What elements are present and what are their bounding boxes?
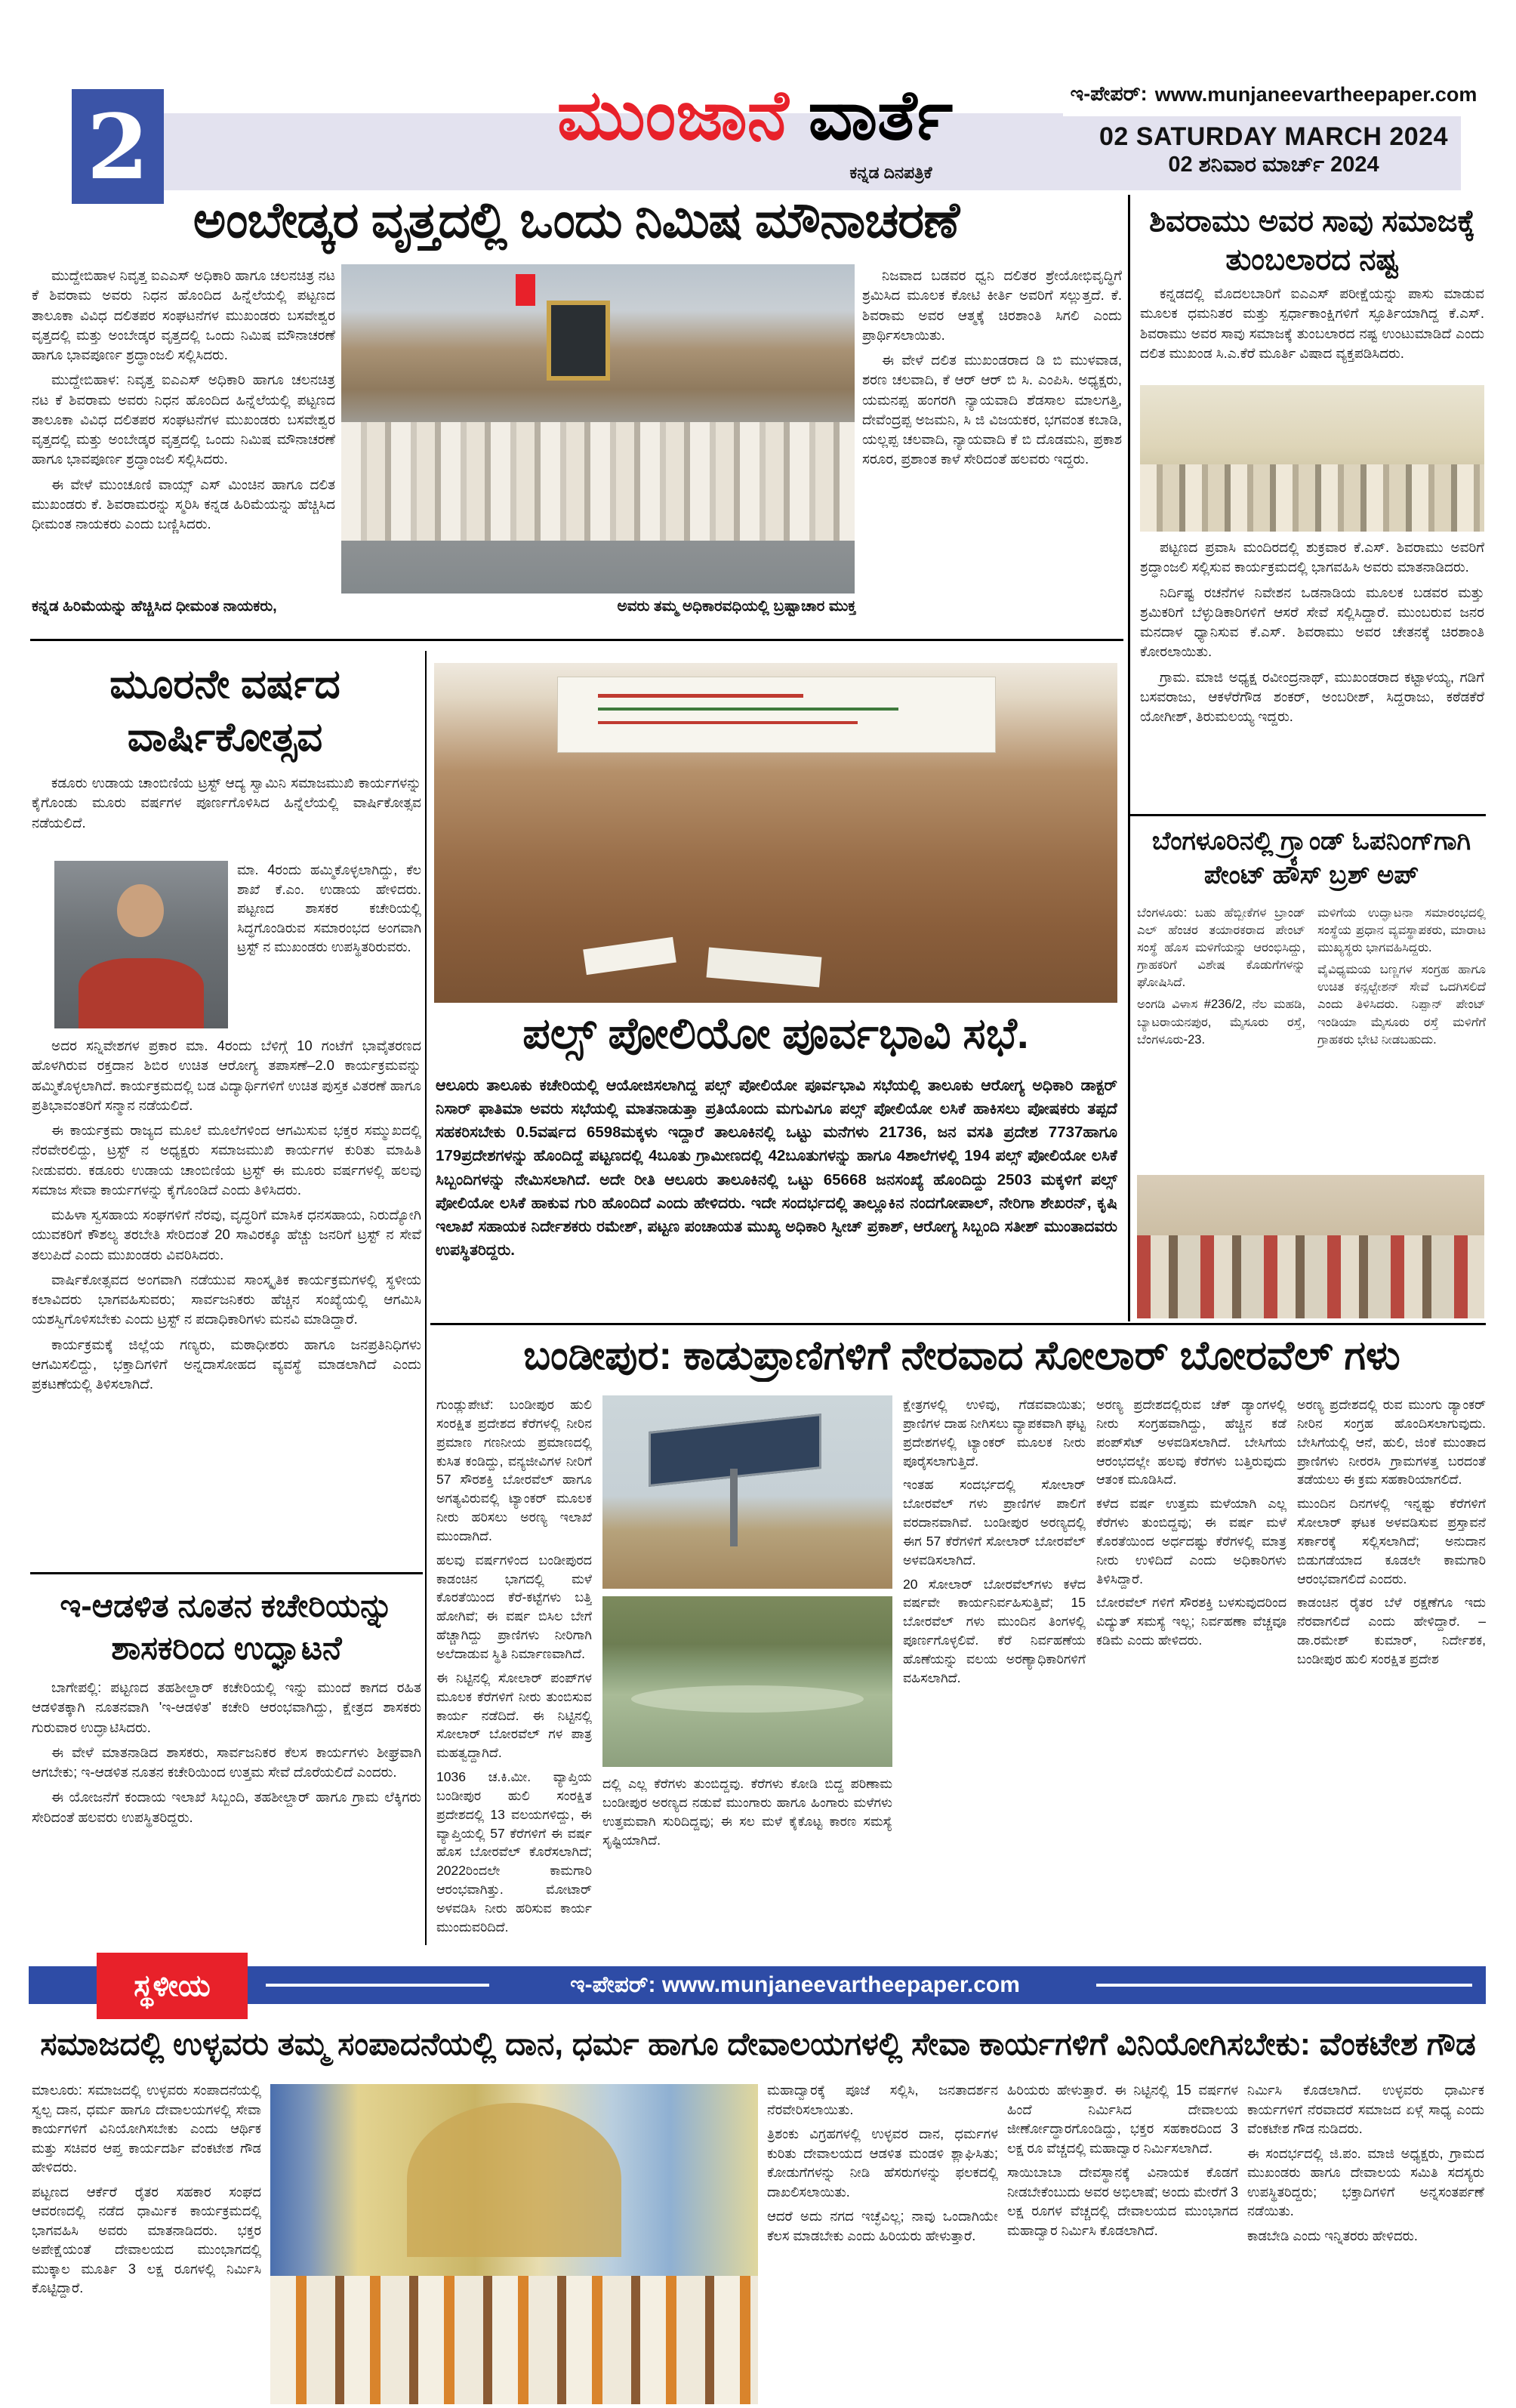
main-headline: ಅಂಬೇಡ್ಕರ ವೃತ್ತದಲ್ಲಿ ಒಂದು ನಿಮಿಷ ಮೌನಾಚರಣೆ [193, 195, 960, 248]
paragraph: ಮುದ್ದೇಬಿಹಾಳ: ನಿವೃತ್ತ ಐಎಎಸ್ ಅಧಿಕಾರಿ ಹಾಗೂ ಚಲನಚಿತ್ರ ನಟ ಕೆ ಶಿವರಾಮ ಅವರು ನಿಧನ ಹೊಂದಿದ ಹಿನ್ನೆಲೆಯಲ್ಲಿ ಪಟ್ಟಣದ ತಾಲೂಕಾ ವಿವಿಧ ದಲಿತಪರ ಸಂಘಟನೆಗಳ ಮುಖಂಡರು ಬಸವೇಶ್ವರ ವೃತ್ತದಲ್ಲಿ ಮತ್ತು ಅಂಬೇಡ್ಕರ ವೃತ್ತದಲ್ಲಿ ಒಂದು ನಿಮಿಷ ಮೌನಾಚರಣೆ ಹಾಗೂ ಭಾವಪೂರ್ಣ ಶ್ರದ್ಧಾಂಜಲಿ ಸಲ್ಲಿಸಿದರು. [32, 372, 335, 467]
bar-decor-line [1096, 1984, 1472, 1987]
paragraph: ಮಹಿಳಾ ಸ್ವಸಹಾಯ ಸಂಘಗಳಿಗೆ ನೆರವು, ವೃದ್ಧರಿಗೆ ಮಾಸಿಕ ಧನಸಹಾಯ, ನಿರುದ್ಯೋಗಿ ಯುವಕರಿಗೆ ಕೌಶಲ್ಯ ತರಬೇತಿ ಸೇರಿದಂತೆ 20 ಸಾವಿರಕ್ಕೂ ಹೆಚ್ಚು ಜನರಿಗೆ ಟ್ರಸ್ಟ್ ನ ಸೇವೆ ತಲುಪಿದೆ ಎಂದು ಮುಖಂಡರು ವಿವರಿಸಿದರು. [32, 1207, 421, 1263]
temple-arch-shape [407, 2103, 621, 2257]
bandipur-under-photo-text [602, 1774, 892, 1951]
caption-left: ಕನ್ನಡ ಹಿರಿಮೆಯನ್ನು ಹೆಚ್ಚಿಸಿದ ಧೀಮಂತ ನಾಯಕರು, [32, 598, 277, 615]
paragraph: ಹಿರಿಯರು ಹೇಳುತ್ತಾರೆ. ಈ ನಿಟ್ಟಿನಲ್ಲಿ 15 ವರ್ಷಗಳ ಹಿಂದೆ ನಿರ್ಮಿಸಿದ ದೇವಾಲಯ ಜೀರ್ಣೋದ್ಧಾರಗೊಂಡಿದ್ದು, ಭಕ್ತರ ಸಹಕಾರದಿಂದ 3 ಲಕ್ಷ ರೂ ವೆಚ್ಚದಲ್ಲಿ ಮಹಾದ್ವಾರ ನಿರ್ಮಿಸಲಾಗಿದೆ. [1007, 2083, 1238, 2156]
masthead [408, 69, 1102, 162]
photo-memorial-gathering [341, 264, 855, 594]
paragraph: ಇಂತಹ ಸಂದರ್ಭದಲ್ಲಿ ಸೋಲಾರ್ ಬೋರವೆಲ್ ಗಳು ಪ್ರಾಣಿಗಳ ಪಾಲಿಗೆ ವರದಾನವಾಗಿವೆ. ಬಂಡೀಪುರ ಅರಣ್ಯದಲ್ಲಿ ಈಗ 57 ಕೆರೆಗಳಿಗೆ ಸೋಲಾರ್ ಬೋರವೆಲ್ ಅಳವಡಿಸಲಾಗಿದೆ. [903, 1477, 1086, 1568]
paragraph: ನಿಜವಾದ ಬಡವರ ಧ್ವನಿ ದಲಿತರ ಶ್ರೇಯೋಭಿವೃದ್ಧಿಗೆ ಶ್ರಮಿಸಿದ ಮೂಲಕ ಕೋಟಿ ಕೀರ್ತಿ ಅವರಿಗೆ ಸಲ್ಲುತ್ತದೆ. ಕೆ. ಶಿವರಾಮ ಅವರ ಆತ್ಮಕ್ಕೆ ಚಿರಶಾಂತಿ ಸಿಗಲಿ ಎಂದು ಪ್ರಾರ್ಥಿಸಲಾಯಿತು. [862, 267, 1122, 343]
paragraph: ಕಡೂರು ಉಡಾಯ ಚಾಂಬಿಣಿಯ ಟ್ರಸ್ಟ್ ಆದ್ಯ ಸ್ವಾಮಿನಿ ಸಮಾಜಮುಖಿ ಕಾರ್ಯಗಳನ್ನು ಕೈಗೊಂಡು ಮೂರು ವರ್ಷಗಳ ಪೂರ್ಣಗೊಳಿಸಿದ ಹಿನ್ನೆಲೆಯಲ್ಲಿ ವಾರ್ಷಿಕೋತ್ಸವ ನಡೆಯಲಿದೆ. [32, 775, 421, 831]
paragraph: 1036 ಚ.ಕಿ.ಮೀ. ವ್ಯಾಪ್ತಿಯ ಬಂಡೀಪುರ ಹುಲಿ ಸಂರಕ್ಷಿತ ಪ್ರದೇಶದಲ್ಲಿ 13 ವಲಯಗಳಿದ್ದು, ಈ ವ್ಯಾಪ್ತಿಯಲ್ಲಿ 57 ಕೆರೆಗಳಿಗೆ ಈ ವರ್ಷ ಹೊಸ ಬೋರವೆಲ್ ಕೊರೆಸಲಾಗಿದೆ; 2022ರಿಂದಲೇ ಕಾಮಗಾರಿ ಆರಂಭವಾಗಿತ್ತು. ಮೋಟಾರ್ ಅಳವಡಿಸಿ ನೀರು ಹರಿಸುವ ಕಾರ್ಯ ಮುಂದುವರಿದಿದೆ. [436, 1769, 592, 1935]
paragraph: ಈ ಯೋಜನೆಗೆ ಕಂದಾಯ ಇಲಾಖೆ ಸಿಬ್ಬಂದಿ, ತಹಶೀಲ್ದಾರ್ ಹಾಗೂ ಗ್ರಾಮ ಲೆಕ್ಕಿಗರು ಸೇರಿದಂತೆ ಹಲವರು ಉಪಸ್ಥಿತರಿದ್ದರು. [32, 1789, 421, 1825]
paragraph: ಹಲವು ವರ್ಷಗಳಿಂದ ಬಂಡೀಪುರದ ಕಾಡಂಚಿನ ಭಾಗದಲ್ಲಿ ಮಳೆ ಕೊರತೆಯಿಂದ ಕೆರೆ-ಕಟ್ಟೆಗಳು ಬತ್ತಿ ಹೋಗಿವೆ; ಈ ವರ್ಷ ಬಿಸಿಲ ಬೇಗೆ ಹೆಚ್ಚಾಗಿದ್ದು ಪ್ರಾಣಿಗಳು ನೀರಿಗಾಗಿ ಅಲೆದಾಡುವ ಸ್ಥಿತಿ ನಿರ್ಮಾಣವಾಗಿದೆ. [436, 1552, 592, 1661]
paragraph: ಈ ನಿಟ್ಟಿನಲ್ಲಿ ಸೋಲಾರ್ ಪಂಪ್‌ಗಳ ಮೂಲಕ ಕೆರೆಗಳಿಗೆ ನೀರು ತುಂಬಿಸುವ ಕಾರ್ಯ ನಡೆದಿದೆ. ಈ ನಿಟ್ಟಿನಲ್ಲಿ ಸೋಲಾರ್ ಬೋರವೆಲ್ ಗಳ ಪಾತ್ರ ಮಹತ್ವದ್ದಾಗಿದೆ. [436, 1670, 592, 1761]
paragraph: ಅರಣ್ಯ ಪ್ರದೇಶದಲ್ಲಿರುವ ಚೆಕ್ ಡ್ಯಾಂಗಳಲ್ಲಿ ನೀರು ಸಂಗ್ರಹವಾಗಿದ್ದು, ಹೆಚ್ಚಿನ ಕಡೆ ಪಂಪ್‌ಸೆಟ್ ಅಳವಡಿಸಲಾಗಿದೆ. ಬೇಸಿಗೆಯ ಆರಂಭದಲ್ಲೇ ಹಲವು ಕೆರೆಗಳು ಬತ್ತಿರುವುದು ಆತಂಕ ಮೂಡಿಸಿದೆ. [1096, 1397, 1286, 1488]
sidebar1-body [1140, 538, 1484, 809]
bandipur-column-1 [436, 1395, 592, 1951]
masthead-tagline: ಕನ್ನಡ ದಿನಪತ್ರಿಕೆ [849, 163, 932, 182]
paragraph: ಬೋರವೆಲ್ ಗಳಿಗೆ ಸೌರಶಕ್ತಿ ಬಳಸುವುದರಿಂದ ವಿದ್ಯುತ್ ಸಮಸ್ಯೆ ಇಲ್ಲ; ನಿರ್ವಹಣಾ ವೆಚ್ಚವೂ ಕಡಿಮೆ ಎಂದು ಹೇಳಿದರು. [1096, 1595, 1286, 1648]
local-column-2 [767, 2081, 998, 2404]
paper-shape [707, 948, 822, 988]
sidebar2-column-1 [1137, 905, 1305, 1170]
sidebar1-headline: ಶಿವರಾಮು ಅವರ ಸಾವು ಸಮಾಜಕ್ಕೆ ತುಂಬಲಾರದ ನಷ್ಟ [1149, 205, 1475, 277]
paragraph: ತ್ರಿಶಂಕು ವಿಗ್ರಹಗಳಲ್ಲಿ ಉಳ್ಳವರ ದಾನ, ಧರ್ಮಗಳ ಕುರಿತು ದೇವಾಲಯದ ಆಡಳಿತ ಮಂಡಳಿ ಶ್ಲಾಘಿಸಿತು; ಕೋಡುಗೆಗಳನ್ನು ನೀಡಿ ಹೆಸರುಗಳನ್ನು ಫಲಕದಲ್ಲಿ ದಾಖಲಿಸಲಾಯಿತು. [767, 2126, 998, 2200]
bar-decorative-line [266, 1984, 489, 1987]
water-shine-shape [631, 1685, 863, 1713]
bandipur-body [436, 1395, 1487, 1951]
date-kannada: 02 ಶನಿವಾರ ಮಾರ್ಚ್ 2024 [1168, 153, 1379, 177]
sidebar2-headline: ಬೆಂಗಳೂರಿನಲ್ಲಿ ಗ್ರ್ಯಾಂಡ್ ಓಪನಿಂಗ್‌ಗಾಗಿ ಪೇಂಟ್ ಹೌಸ್ ಬ್ರಶ್ ಅಪ್ [1151, 827, 1471, 890]
bandipur-column-2 [903, 1395, 1086, 1951]
paragraph: ವಾರ್ಷಿಕೋತ್ಸವದ ಅಂಗವಾಗಿ ನಡೆಯುವ ಸಾಂಸ್ಕೃತಿಕ ಕಾರ್ಯಕ್ರಮಗಳಲ್ಲಿ ಸ್ಥಳೀಯ ಕಲಾವಿದರು ಭಾಗವಹಿಸುವರು; ಸಾರ್ವಜನಿಕರು ಹೆಚ್ಚಿನ ಸಂಖ್ಯೆಯಲ್ಲಿ ಆಗಮಿಸಿ ಯಶಸ್ವಿಗೊಳಿಸಬೇಕು ಎಂದು ಟ್ರಸ್ಟ್ ನ ಪದಾಧಿಕಾರಿಗಳು ಮನವಿ ಮಾಡಿದ್ದಾರೆ. [32, 1271, 421, 1327]
footer-epaper [504, 1972, 1086, 1998]
person-body-shape [79, 958, 204, 1028]
anniversary-side-text [237, 861, 421, 1028]
paragraph: ಅಂಗಡಿ ವಿಳಾಸ #236/2, ನೆಲ ಮಹಡಿ, ಬ್ಯಾಟರಾಯನಪುರ, ಮೈಸೂರು ರಸ್ತೆ, ಬೆಂಗಳೂರು-23. [1137, 997, 1305, 1047]
anniversary-body-bottom [32, 1036, 421, 1565]
divider [1130, 814, 1486, 816]
paragraph: ಮಾ. 4ರಂದು ಹಮ್ಮಿಕೊಳ್ಳಲಾಗಿದ್ದು, ಕೆಲ ಶಾಖೆ ಕೆ.ಎಂ. ಉಡಾಯ ಹೇಳಿದರು. ಪಟ್ಟಣದ ಶಾಸಕರ ಕಚೇರಿಯಲ್ಲಿ ಸಿದ್ಧಗೊಂಡಿರುವ ಸಮಾರಂಭದ ಅಂಗವಾಗಿ ಟ್ರಸ್ಟ್ ನ ಮುಖಂಡರು ಉಪಸ್ಥಿತರಿರುವರು. [237, 862, 421, 955]
masthead-word-black: ವಾರ್ತೆ [808, 77, 954, 154]
epaper-box [1063, 72, 1484, 116]
people-shape [270, 2276, 758, 2404]
local-column-1 [32, 2081, 261, 2401]
paragraph: ಪಟ್ಟಣದ ಆರ್ಕೆರೆ ರೈತರ ಸಹಕಾರ ಸಂಘದ ಆವರಣದಲ್ಲಿ ನಡೆದ ಧಾರ್ಮಿಕ ಕಾರ್ಯಕ್ರಮದಲ್ಲಿ ಭಾಗವಹಿಸಿ ಅವರು ಮಾತನಾಡಿದರು. ಭಕ್ತರ ಅಪೇಕ್ಷೆಯಂತೆ ದೇವಾಲಯದ ಮುಂಭಾಗದಲ್ಲಿ ಮುಕ್ಕಾಲ ಮೂರ್ತಿ 3 ಲಕ್ಷ ರೂಗಳಲ್ಲಿ ನಿರ್ಮಿಸಿ ಕೊಟ್ಟಿದ್ದಾರೆ. [32, 2184, 261, 2296]
paragraph: ಸಾಯಿಬಾಬಾ ದೇವಸ್ಥಾನಕ್ಕೆ ವಿನಾಯಕ ಕೊಡಗೆ ನೀಡಬೇಕೆಂಬುದು ಅವರ ಅಭಿಲಾಷೆ; ಅಂದು ಮೇರೆಗೆ 3 ಲಕ್ಷ ರೂಗಳ ವೆಚ್ಚದಲ್ಲಿ ದೇವಾಲಯದ ಮುಂಭಾಗದ ಮಹಾದ್ವಾರ ನಿರ್ಮಿಸಿ ಕೊಡಲಾಗಿದೆ. [1007, 2165, 1238, 2238]
paragraph: ಈ ವೇಳೆ ಮಾತನಾಡಿದ ಶಾಸಕರು, ಸಾರ್ವಜನಿಕರ ಕೆಲಸ ಕಾರ್ಯಗಳು ಶೀಘ್ರವಾಗಿ ಆಗಬೇಕು; ಇ-ಆಡಳಿತ ನೂತನ ಕಚೇರಿಯಿಂದ ಉತ್ತಮ ಸೇವೆ ದೊರೆಯಲಿದೆ ಎಂದರು. [32, 1744, 421, 1781]
divider [30, 1572, 423, 1574]
main-article-column-1 [32, 266, 335, 594]
egov-body [32, 1678, 421, 1944]
main-photo-caption [32, 598, 856, 621]
footer-epaper-label: ಇ-ಪೇಪರ್: [570, 1972, 656, 1997]
photo-speaker-portrait [54, 861, 228, 1028]
paragraph: ಮಹಾದ್ವಾರಕ್ಕೆ ಪೂಜೆ ಸಲ್ಲಿಸಿ, ಜನತಾದರ್ಶನ ನೆರವೇರಿಸಲಾಯಿತು. [767, 2083, 998, 2117]
divider [425, 651, 427, 1945]
banner-text-line [598, 708, 898, 711]
paragraph: ಮುಂದಿನ ದಿನಗಳಲ್ಲಿ ಇನ್ನಷ್ಟು ಕೆರೆಗಳಿಗೆ ಸೋಲಾರ್ ಘಟಕ ಅಳವಡಿಸುವ ಪ್ರಸ್ತಾವನೆ ಸರ್ಕಾರಕ್ಕೆ ಸಲ್ಲಿಸಲಾಗಿದೆ; ಅನುದಾನ ಬಿಡುಗಡೆಯಾದ ಕೂಡಲೇ ಕಾಮಗಾರಿ ಆರಂಭವಾಗಲಿದೆ ಎಂದರು. [1297, 1496, 1486, 1586]
paragraph: ಗ್ರಾಮ. ಮಾಜಿ ಅಧ್ಯಕ್ಷ ರವೀಂದ್ರನಾಥ್, ಮುಖಂಡರಾದ ಕಟ್ಟಾಳಯ್ಯ, ಗಡಿಗೆ ಬಸವರಾಜು, ಆಕಳೆರೆಗೌಡ ಶಂಕರ್, ಅಂಬರೀಶ್, ಸಿದ್ದರಾಜು, ಕಠೆಡಕೆರೆ ಯೋಗೀಶ್, ತಿರುಮಲಯ್ಯ ಇದ್ದರು. [1140, 668, 1484, 725]
divider [1128, 195, 1130, 1321]
paragraph: ಅರಣ್ಯ ಪ್ರದೇಶದಲ್ಲಿ ರುವ ಮುಂಗು ಡ್ಯಾಂಕರ್ ನೀರಿನ ಸಂಗ್ರಹ ಹೊಂದಿಸಲಾಗುವುದು. ಬೇಸಿಗೆಯಲ್ಲಿ ಆನೆ, ಹುಲಿ, ಜಿಂಕೆ ಮುಂತಾದ ಪ್ರಾಣಿಗಳು ನೀರರಸಿ ಗ್ರಾಮಗಳತ್ತ ಬರದಂತೆ ತಡೆಯಲು ಈ ಕ್ರಮ ಸಹಕಾರಿಯಾಗಲಿದೆ. [1297, 1397, 1486, 1488]
paragraph: ನಿರ್ದಿಷ್ಟ ರಚನೆಗಳ ನಿವೇಶನ ಒಡನಾಡಿಯ ಮೂಲಕ ಬಡವರ ಮತ್ತು ಶ್ರಮಿಕರಿಗೆ ಬೆಳ್ಳುಡಿಕಾರಿಗಳಿಗೆ ಆಸರೆ ಸೇವೆ ಸಲ್ಲಿಸಿದ್ದಾರೆ. ಮುಂಬರುವ ಜನರ ಮನದಾಳ ಧ್ಯಾನಿಸುವ ಕೆ.ಎಸ್. ಶಿವರಾಮು ಅವರ ಚೇತನಕ್ಕೆ ಚಿರಶಾಂತಿ ಕೋರಲಾಯಿತು. [1140, 584, 1484, 660]
paper-shape [583, 937, 676, 975]
paragraph: ಈ ವೇಳೆ ದಲಿತ ಮುಖಂಡರಾದ ಡಿ ಬಿ ಮುಳವಾಡ, ಶರಣ ಚಲವಾದಿ, ಕೆ ಆರ್ ಆರ್ ಬಿ ಸಿ. ಎಂಪಿಸಿ. ಅಧ್ಯಕ್ಷರು, ಯಮನಪ್ಪ ಹಂಗರಗಿ ನ್ಯಾಯವಾದಿ ಶೆಡಸಾಲ ಮಾಲಗತ್ತಿ, ದೇವೆಂದ್ರಪ್ಪ ಅಜಮನಿ, ಸಿ ಜಿ ವಿಜಯಕರ, ಭಗವಂತ ಕಬಾಡಿ, ಯಲ್ಲಪ್ಪ ಚಲವಾದಿ, ನ್ಯಾಯವಾದಿ ಕೆ ಬಿ ದೊಡಮನಿ, ಪ್ರಕಾಶ ಸರೂರ, ಪ್ರಶಾಂತ ಕಾಳೆ ಸೇರಿದಂತೆ ಹಲವರು ಇದ್ದರು. [862, 352, 1122, 467]
main-article-column-3 [862, 266, 1122, 594]
polio-lead: ಆಲೂರು ತಾಲೂಕು ಕಚೇರಿಯಲ್ಲಿ ಆಯೋಜಿಸಲಾಗಿದ್ದ ಪಲ್ಸ್ ಪೋಲಿಯೋ ಪೂರ್ವಭಾವಿ ಸಭೆಯಲ್ಲಿ ತಾಲೂಕು ಆರೋಗ್ಯ ಅಧಿಕಾರಿ ಡಾಕ್ಟರ್ ನಿಸಾರ್ ಫಾತಿಮಾ ಅವರು ಸಭೆಯಲ್ಲಿ ಮಾತನಾಡುತ್ತಾ ಪ್ರತಿಯೊಂದು ಮಗುವಿಗೂ ಪಲ್ಸ್ ಪೋಲಿಯೋ ಲಸಿಕೆ ಹಾಕಿಸಲು ಪೋಷಕರು ತಪ್ಪದೆ ಸಹಕರಿಸಬೇಕು 0.5ವರ್ಷದ 6598ಮಕ್ಕಳು ಇದ್ದಾರೆ ತಾಲೂಕಿನಲ್ಲಿ ಒಟ್ಟು ಮನೆಗಳು 21736, ಜನ ವಸತಿ ಪ್ರದೇಶ 7737ಹಾಗೂ 179ಪ್ರದೇಶಗಳನ್ನು ಹೊಂದಿದ್ದೆ ಪಟ್ಟಣದಲ್ಲಿ 4ಬೂತು ಗ್ರಾಮೀಣದಲ್ಲಿ 42ಬೂತುಗಳನ್ನು ಹಾಗೂ 4ಶಾಲೆಗಳಲ್ಲಿ 194 ಪಲ್ಸ್ ಪೋಲಿಯೋ ಲಸಿಕೆ ಸಿಬ್ಬಂದಿಗಳನ್ನು ನೇಮಿಸಲಾಗಿದೆ. ಅದೇ ರೀತಿ ಆಲೂರು ತಾಲೂಕಿನಲ್ಲಿ ಒಟ್ಟು 65668 ಜನಸಂಖ್ಯೆ ಹೊಂದಿದ್ದು 2503 ಮಕ್ಕಳಿಗೆ ಪಲ್ಸ್ ಪೋಲಿಯೋ ಲಸಿಕೆ ಹಾಕುವ ಗುರಿ ಹೊಂದಿದೆ ಎಂದು ಹೇಳಿದರು. ಇದೇ ಸಂದರ್ಭದಲ್ಲಿ ತಾಲ್ಲೂಕಿನ ನಂದಗೋಪಾಲ್, ನೇರಿಗಾ ಶೇಖರನ್, ಕೃಷಿ ಇಲಾಖೆ ಸಹಾಯಕ ನಿರ್ದೇಶಕರು ರಮೇಶ್, ಪಟ್ಟಣ ಪಂಚಾಯತ ಮುಖ್ಯ ಅಧಿಕಾರಿ ಸ್ವೀಚ್ ಪ್ರಕಾಶ್, ಆರೋಗ್ಯ ಸಿಬ್ಬಂದಿ ಸತೀಶ್ ಮುಂತಾದವರು ಉಪಸ್ಥಿತರಿದ್ದರು. [436, 1077, 1117, 1259]
footer-epaper-url-link[interactable]: www.munjaneevartheepaper.com [661, 1972, 1020, 1997]
paragraph: ಬಾಗೇಪಲ್ಲಿ: ಪಟ್ಟಣದ ತಹಶೀಲ್ದಾರ್ ಕಚೇರಿಯಲ್ಲಿ ಇನ್ನು ಮುಂದೆ ಕಾಗದ ರಹಿತ ಆಡಳಿತಕ್ಕಾಗಿ ನೂತನವಾಗಿ 'ಇ-ಆಡಳಿತ' ಕಚೇರಿ ಆರಂಭವಾಗಿದ್ದು, ಕ್ಷೇತ್ರದ ಶಾಸಕರು ಗುರುವಾರ ಉದ್ಘಾಟಿಸಿದರು. [32, 1679, 421, 1735]
crowd-shape [1137, 1235, 1484, 1318]
paragraph: ಆದರೆ ಅದು ನಗದ ಇಚ್ಛೆವಿಲ್ಲ; ನಾವು ಒಂದಾಗಿಯೇ ಕೆಲಸ ಮಾಡಬೇಕು ಎಂದು ಹಿರಿಯರು ಹೇಳುತ್ತಾರೆ. [767, 2209, 998, 2243]
paragraph: ಈ ವೇಳೆ ಮುಂಚೂಣಿ ವಾಯ್ಸ್ ಎಸ್ ಮಿಂಚಿನ ಹಾಗೂ ದಲಿತ ಮುಖಂಡರು ಕೆ. ಶಿವರಾಮರನ್ನು ಸ್ಮರಿಸಿ ಕನ್ನಡ ಹಿರಿಮೆಯನ್ನು ಹೆಚ್ಚಿಸಿದ ಧೀಮಂತ ನಾಯಕರು ಎಂದು ಬಣ್ಣಿಸಿದರು. [32, 476, 335, 532]
photo-event-crowd [1137, 1175, 1484, 1318]
paragraph: ಮಾಲೂರು: ಸಮಾಜದಲ್ಲಿ ಉಳ್ಳವರು ಸಂಪಾದನೆಯಲ್ಲಿ ಸ್ವಲ್ಪ ದಾನ, ಧರ್ಮ ಹಾಗೂ ದೇವಾಲಯಗಳಲ್ಲಿ ಸೇವಾ ಕಾರ್ಯಗಳಿಗೆ ವಿನಿಯೋಗಿಸಬೇಕು ಎಂದು ಆರ್ಥಿಕ ಮತ್ತು ಸಚಿವರ ಆಪ್ತ ಕಾರ್ಯದರ್ಶಿ ವೆಂಕಟೇಶ ಗೌಡ ಹೇಳಿದರು. [32, 2083, 261, 2175]
flag-shape [516, 274, 535, 306]
paragraph: ಕಾಡಂಚಿನ ರೈತರ ಬೆಳೆ ರಕ್ಷಣೆಗೂ ಇದು ನೆರವಾಗಲಿದೆ ಎಂದು ಹೇಳಿದ್ದಾರೆ. –ಡಾ.ರಮೇಶ್ ಕುಮಾರ್, ನಿರ್ದೇಶಕ, ಬಂಡೀಪುರ ಹುಲಿ ಸಂರಕ್ಷಿತ ಪ್ರದೇಶ [1297, 1595, 1486, 1666]
bandipur-headline: ಬಂಡೀಪುರ: ಕಾಡುಪ್ರಾಣಿಗಳಿಗೆ ನೇರವಾದ ಸೋಲಾರ್ ಬೋರವೆಲ್ ಗಳು [523, 1335, 1400, 1378]
paragraph: ಅದರ ಸನ್ನಿವೇಶಗಳ ಪ್ರಕಾರ ಮಾ. 4ರಂದು ಬೆಳಿಗ್ಗೆ 10 ಗಂಟೆಗೆ ಭಾವೈತರಣದ ಹೊಳಗಿರುವ ರಕ್ತದಾನ ಶಿಬಿರ ಉಚಿತ ಆರೋಗ್ಯ ತಪಾಸಣೆ–2.0 ಕಾರ್ಯಕ್ರಮವನ್ನು ಹಮ್ಮಿಕೊಳ್ಳಲಾಗಿದೆ. ಕಾರ್ಯಕ್ರಮದಲ್ಲಿ ಬಡ ವಿದ್ಯಾರ್ಥಿಗಳಿಗೆ ಉಚಿತ ಪುಸ್ತಕ ವಿತರಣೆ ಹಾಗೂ ಪ್ರತಿಭಾವಂತರಿಗೆ ಸನ್ಮಾನ ನಡೆಯಲಿದೆ. [32, 1038, 421, 1113]
polio-headline: ಪಲ್ಸ್ ಪೋಲಿಯೋ ಪೂರ್ವಭಾವಿ ಸಭೆ. [522, 1012, 1029, 1058]
paragraph: ಕಳೆದ ವರ್ಷ ಉತ್ತಮ ಮಳೆಯಾಗಿ ಎಲ್ಲ ಕೆರೆಗಳು ತುಂಬಿದ್ದವು; ಈ ವರ್ಷ ಮಳೆ ಕೊರತೆಯಿಂದ ಅರ್ಧದಷ್ಟು ಕೆರೆಗಳಲ್ಲಿ ಮಾತ್ರ ನೀರು ಉಳಿದಿದೆ ಎಂದು ಅಧಿಕಾರಿಗಳು ತಿಳಿಸಿದ್ದಾರೆ. [1096, 1496, 1286, 1586]
divider [30, 639, 1123, 641]
bandipur-photo-column [602, 1395, 892, 1951]
epaper-url-link[interactable]: www.munjaneevartheepaper.com [1154, 82, 1477, 106]
epaper-label: ಇ-ಪೇಪರ್: [1070, 82, 1148, 105]
paragraph: ವೈವಿಧ್ಯಮಯ ಬಣ್ಣಗಳ ಸಂಗ್ರಹ ಹಾಗೂ ಉಚಿತ ಕನ್ಸಲ್ಟೇಶನ್ ಸೇವೆ ಒದಗಿಸಲಿದೆ ಎಂದು ತಿಳಿಸಿದರು. ನಿಪ್ಪಾನ್ ಪೇಂಟ್ ಇಂಡಿಯಾ ಮೈಸೂರು ರಸ್ತೆ ಮಳಿಗೆಗೆ ಗ್ರಾಹಕರು ಭೇಟಿ ನೀಡಬಹುದು. [1317, 963, 1486, 1047]
meeting-banner-shape [557, 677, 996, 753]
paragraph: ಕಾಡಬೇಡಿ ಎಂದು ಇನ್ನಿತರರು ಹೇಳಿದರು. [1247, 2228, 1418, 2243]
local-column-3 [1007, 2081, 1238, 2404]
photo-temple-ceremony [270, 2084, 758, 2404]
paragraph: ಈ ಕಾರ್ಯಕ್ರಮ ರಾಜ್ಯದ ಮೂಲೆ ಮೂಲೆಗಳಿಂದ ಆಗಮಿಸುವ ಭಕ್ತರ ಸಮ್ಮುಖದಲ್ಲಿ ನೆರವೇರಲಿದ್ದು, ಟ್ರಸ್ಟ್ ನ ಅಧ್ಯಕ್ಷರು ಸಮಾಜಮುಖಿ ಕಾರ್ಯಗಳ ಕುರಿತು ಮಾಹಿತಿ ನೀಡುವರು. ಕಡೂರು ಉಡಾಯ ಚಾಂಬಿಣಿಯ ಟ್ರಸ್ಟ್ ಈ ಮೂರು ವರ್ಷಗಳಲ್ಲಿ ಹಲವು ಸಮಾಜ ಸೇವಾ ಕಾರ್ಯಗಳನ್ನು ಕೈಗೊಂಡಿದೆ ಎಂದು ತಿಳಿಸಿದರು. [32, 1122, 421, 1198]
photo-tribute-group [1140, 385, 1484, 532]
paragraph: ಮುದ್ದೇಬಿಹಾಳ ನಿವೃತ್ತ ಐಎಎಸ್ ಅಧಿಕಾರಿ ಹಾಗೂ ಚಲನಚಿತ್ರ ನಟ ಕೆ ಶಿವರಾಮ ಅವರು ನಿಧನ ಹೊಂದಿದ ಹಿನ್ನೆಲೆಯಲ್ಲಿ ಪಟ್ಟಣದ ತಾಲೂಕಾ ವಿವಿಧ ದಲಿತಪರ ಸಂಘಟನೆಗಳ ಮುಖಂಡರು ಬಸವೇಶ್ವರ ವೃತ್ತದಲ್ಲಿ ಮತ್ತು ಅಂಬೇಡ್ಕರ ವೃತ್ತದಲ್ಲಿ ಒಂದು ನಿಮಿಷ ಮೌನಾಚರಣೆ ಹಾಗೂ ಭಾವಪೂರ್ಣ ಶ್ರದ್ಧಾಂಜಲಿ ಸಲ್ಲಿಸಿದರು. [32, 267, 335, 363]
bandipur-column-4 [1297, 1395, 1486, 1951]
bandipur-column-3 [1096, 1395, 1286, 1951]
photo-polio-meeting [434, 663, 1117, 1003]
paragraph: ಮಳಿಗೆಯ ಉದ್ಘಾಟನಾ ಸಮಾರಂಭದಲ್ಲಿ ಸಂಸ್ಥೆಯ ಪ್ರಧಾನ ವ್ಯವಸ್ಥಾಪಕರು, ಮಾರಾಟ ಮುಖ್ಯಸ್ಥರು ಭಾಗವಹಿಸಿದ್ದರು. [1317, 906, 1486, 955]
egov-headline: ಇ-ಆಡಳಿತ ನೂತನ ಕಚೇರಿಯನ್ನು ಶಾಸಕರಿಂದ ಉದ್ಘಾಟನೆ [60, 1588, 393, 1666]
masthead-word-red: ಮುಂಜಾನೆ [556, 77, 789, 154]
local-headline: ಸಮಾಜದಲ್ಲಿ ಉಳ್ಳವರು ತಮ್ಮ ಸಂಪಾದನೆಯಲ್ಲಿ ದಾನ, ಧರ್ಮ ಹಾಗೂ ದೇವಾಲಯಗಳಲ್ಲಿ ಸೇವಾ ಕಾರ್ಯಗಳಿಗೆ ವಿನಿಯೋಗಿಸಬೇಕು: ವೆಂಕಟೇಶ ಗೌಡ [40, 2027, 1476, 2061]
anniversary-body-top [32, 773, 421, 858]
person-head-shape [117, 884, 164, 937]
paragraph: ಕಾರ್ಯಕ್ರಮಕ್ಕೆ ಜಿಲ್ಲೆಯ ಗಣ್ಯರು, ಮಠಾಧೀಶರು ಹಾಗೂ ಜನಪ್ರತಿನಿಧಿಗಳು ಆಗಮಿಸಲಿದ್ದು, ಭಕ್ತಾದಿಗಳಿಗೆ ಅನ್ನದಾಸೋಹದ ವ್ಯವಸ್ಥೆ ಮಾಡಲಾಗಿದೆ ಎಂದು ಪ್ರಕಟಣೆಯಲ್ಲಿ ತಿಳಿಸಲಾಗಿದೆ. [32, 1336, 421, 1392]
crowd-shape [341, 422, 855, 541]
local-section-badge: ಸ್ಥಳೀಯ [97, 1953, 248, 2019]
paragraph: ಕ್ಷೇತ್ರಗಳಲ್ಲಿ ಉಳಿವು, ಗೆಡವವಾಯಿತು; ಪ್ರಾಣಿಗಳ ದಾಹ ನೀಗಿಸಲು ವ್ಯಾಪಕವಾಗಿ ಘಟ್ಟ ಪ್ರದೇಶಗಳಲ್ಲಿ ಟ್ಯಾಂಕರ್ ಮೂಲಕ ನೀರು ಪೂರೈಸಲಾಗುತ್ತಿದೆ. [903, 1397, 1086, 1469]
banner-text-line [598, 694, 803, 698]
ambedkar-portrait-shape [547, 301, 610, 381]
paragraph: ಗುಂಡ್ಲುಪೇಟೆ: ಬಂಡೀಪುರ ಹುಲಿ ಸಂರಕ್ಷಿತ ಪ್ರದೇಶದ ಕೆರೆಗಳಲ್ಲಿ ನೀರಿನ ಪ್ರಮಾಣ ಗಣನೀಯ ಪ್ರಮಾಣದಲ್ಲಿ ಕುಸಿತ ಕಂಡಿದ್ದು, ವನ್ಯಜೀವಿಗಳ ನೀರಿಗೆ 57 ಸೌರಶಕ್ತಿ ಬೋರವೆಲ್ ಹಾಗೂ ಅಗತ್ಯವಿರುವಲ್ಲಿ ಟ್ಯಾಂಕರ್ ಮೂಲಕ ನೀರು ಹರಿಸಲು ಅರಣ್ಯ ಇಲಾಖೆ ಮುಂದಾಗಿದೆ. [436, 1397, 592, 1543]
local-column-4 [1247, 2081, 1484, 2404]
sidebar1-intro [1140, 284, 1484, 382]
paragraph: ಬೆಂಗಳೂರು: ಬಹು ಹೆಬ್ಬೀಕೆಗಳ ಬ್ರಾಂಡ್ ಎಲ್ ಹೆಂಚರ ತಯಾರಕರಾದ ಪೇಂಟ್ ಸಂಸ್ಥೆ ಹೊಸ ಮಳಿಗೆಯನ್ನು ಆರಂಭಿಸಿದ್ದು, ಗ್ರಾಹಕರಿಗೆ ವಿಶೇಷ ಕೊಡುಗೆಗಳನ್ನು ಘೋಷಿಸಿದೆ. [1137, 906, 1305, 990]
date-english: 02 SATURDAY MARCH 2024 [1099, 122, 1448, 151]
paragraph: 20 ಸೋಲಾರ್ ಬೋರವೆಲ್‌ಗಳು ಕಳೆದ ವರ್ಷವೇ ಕಾರ್ಯನಿರ್ವಹಿಸುತ್ತಿವೆ; 15 ಬೋರವೆಲ್ ಗಳು ಮುಂದಿನ ತಿಂಗಳಲ್ಲಿ ಪೂರ್ಣಗೊಳ್ಳಲಿವೆ. ಕೆರೆ ನಿರ್ವಹಣೆಯ ಹೊಣೆಯನ್ನು ವಲಯ ಅರಣ್ಯಾಧಿಕಾರಿಗಳಿಗೆ ವಹಿಸಲಾಗಿದೆ. [903, 1576, 1086, 1685]
photo-forest-lake [602, 1596, 892, 1767]
sidebar2-column-2 [1317, 905, 1486, 1170]
anniversary-headline: ಮೂರನೇ ವರ್ಷದ ವಾರ್ಷಿಕೋತ್ಸವ [109, 662, 340, 760]
sidebar2-columns [1137, 905, 1486, 1170]
page-number: 2 [72, 89, 164, 204]
paragraph: ಪಟ್ಟಣದ ಪ್ರವಾಸಿ ಮಂದಿರದಲ್ಲಿ ಶುಕ್ರವಾರ ಕೆ.ಎಸ್. ಶಿವರಾಮು ಅವರಿಗೆ ಶ್ರದ್ಧಾಂಜಲಿ ಸಲ್ಲಿಸುವ ಕಾರ್ಯಕ್ರಮದಲ್ಲಿ ಭಾಗವಹಿಸಿ ಅವರು ಮಾತನಾಡಿದರು. [1140, 539, 1484, 575]
banner-text-line [598, 721, 858, 724]
paragraph: ದಲ್ಲಿ ಎಲ್ಲ ಕೆರೆಗಳು ತುಂಬಿದ್ದವು. ಕೆರೆಗಳು ಕೋಡಿ ಬಿದ್ದ ಪರಿಣಾಮ ಬಂಡೀಪುರ ಅರಣ್ಯದ ನಡುವೆ ಮುಂಗಾರು ಹಾಗೂ ಹಿಂಗಾರು ಮಳೆಗಳು ಉತ್ತಮವಾಗಿ ಸುರಿದಿದ್ದವು; ಈ ಸಲ ಮಳೆ ಕೈಕೊಟ್ಟ ಕಾರಣ ಸಮಸ್ಯೆ ಸೃಷ್ಟಿಯಾಗಿದೆ. [602, 1776, 892, 1848]
crowd-shape [1140, 464, 1484, 532]
paragraph: ಈ ಸಂದರ್ಭದಲ್ಲಿ ಜಿ.ಪಂ. ಮಾಜಿ ಅಧ್ಯಕ್ಷರು, ಗ್ರಾಮದ ಮುಖಂಡರು ಹಾಗೂ ದೇವಾಲಯ ಸಮಿತಿ ಸದಸ್ಯರು ಉಪಸ್ಥಿತರಿದ್ದರು; ಭಕ್ತಾದಿಗಳಿಗೆ ಅನ್ನಸಂತರ್ಪಣೆ ನಡೆಯಿತು. [1247, 2145, 1484, 2219]
paragraph: ಕನ್ನಡದಲ್ಲಿ ಮೊದಲಬಾರಿಗೆ ಐಎಎಸ್ ಪರೀಕ್ಷೆಯನ್ನು ಪಾಸು ಮಾಡುವ ಮೂಲಕ ಧಮನಿತರ ಮತ್ತು ಸ್ಪರ್ಧಾಕಾಂಕ್ಷಿಗಳಿಗೆ ಸ್ಫೂರ್ತಿಯಾಗಿದ್ದ ಕೆ.ಎಸ್. ಶಿವರಾಮು ಅವರ ಸಾವು ಸಮಾಜಕ್ಕೆ ತುಂಬಲಾರದ ನಷ್ಟ ಉಂಟುಮಾಡಿದೆ ಎಂದು ದಲಿತ ಮುಖಂಡ ಸಿ.ಎ.ಕೆರೆ ಮೂರ್ತಿ ವಿಷಾದ ವ್ಯಕ್ತಪಡಿಸಿದರು. [1140, 285, 1484, 361]
photo-solar-borewell [602, 1395, 892, 1589]
divider [430, 1323, 1486, 1325]
caption-right: ಅವರು ತಮ್ಮ ಅಧಿಕಾರವಧಿಯಲ್ಲಿ ಬ್ರಷ್ಟಾಚಾರ ಮುಕ್ತ [617, 598, 856, 615]
paragraph: ನಿರ್ಮಿಸಿ ಕೊಡಲಾಗಿದೆ. ಉಳ್ಳವರು ಧಾರ್ಮಿಕ ಕಾರ್ಯಗಳಿಗೆ ನೆರವಾದರೆ ಸಮಾಜದ ಏಳ್ಗೆ ಸಾಧ್ಯ ಎಂದು ವೆಂಕಟೇಶ ಗೌಡ ನುಡಿದರು. [1247, 2083, 1484, 2137]
pole-shape [730, 1469, 738, 1546]
